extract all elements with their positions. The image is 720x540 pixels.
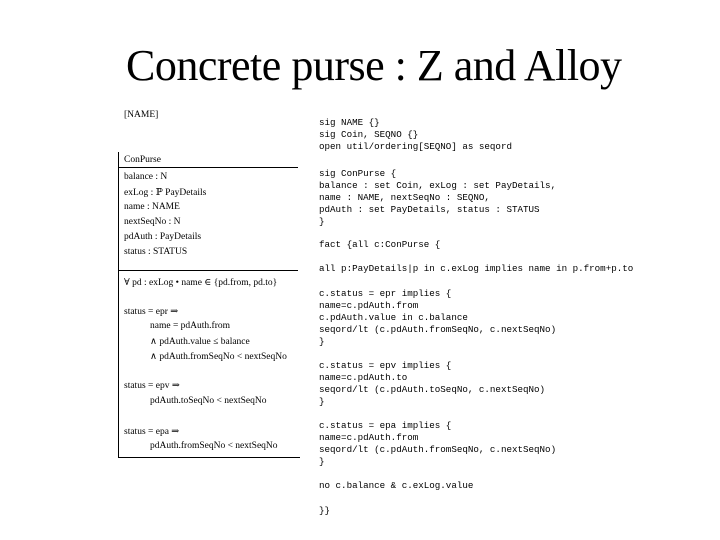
schema-left-border [118, 152, 119, 457]
schema-bottom-rule [118, 457, 300, 458]
decl-status: status : STATUS [124, 247, 188, 257]
alloy-field-balance: balance : set Coin, exLog : set PayDetails, [319, 180, 557, 191]
given-set-declaration: [NAME] [124, 110, 159, 120]
decl-balance: balance : N [124, 172, 168, 182]
alloy-epa-open: c.status = epa implies { [319, 420, 452, 431]
alloy-epv-seqord: seqord/lt (c.pdAuth.toSeqNo, c.nextSeqNo) [319, 384, 546, 395]
predicate-epr-name: name = pdAuth.from [150, 321, 231, 331]
decl-pdauth: pdAuth : PayDetails [124, 232, 202, 242]
predicate-epr: status = epr ⇒ [124, 307, 179, 317]
predicate-epv: status = epv ⇒ [124, 381, 180, 391]
alloy-epv-close: } [319, 396, 325, 407]
alloy-epr-seqord: seqord/lt (c.pdAuth.fromSeqNo, c.nextSeqNo) [319, 324, 557, 335]
alloy-field-name: name : NAME, nextSeqNo : SEQNO, [319, 192, 490, 203]
alloy-field-pdauth: pdAuth : set PayDetails, status : STATUS [319, 204, 540, 215]
alloy-fact-open: fact {all c:ConPurse { [319, 239, 441, 250]
decl-name: name : NAME [124, 202, 180, 212]
alloy-open-ordering: open util/ordering[SEQNO] as seqord [319, 141, 512, 152]
alloy-epv-open: c.status = epv implies { [319, 360, 452, 371]
schema-header-rule [118, 167, 298, 168]
alloy-epr-name: name=c.pdAuth.from [319, 300, 419, 311]
alloy-epa-name: name=c.pdAuth.from [319, 432, 419, 443]
alloy-fact-close: }} [319, 505, 331, 516]
alloy-epr-value: c.pdAuth.value in c.balance [319, 312, 468, 323]
predicate-epr-seqno: ∧ pdAuth.fromSeqNo < nextSeqNo [150, 352, 287, 362]
alloy-sig-coin: sig Coin, SEQNO {} [319, 129, 419, 140]
alloy-epv-name: name=c.pdAuth.to [319, 372, 408, 383]
slide-title: Concrete purse : Z and Alloy [126, 41, 622, 90]
decl-exlog: exLog : ℙ PayDetails [124, 188, 207, 198]
schema-divider [118, 270, 298, 271]
alloy-sig-close: } [319, 216, 325, 227]
predicate-exlog: ∀ pd : exLog • name ∈ {pd.from, pd.to} [124, 278, 278, 288]
alloy-epa-close: } [319, 456, 325, 467]
alloy-exlog-constraint: all p:PayDetails|p in c.exLog implies name in p.from+p.to [319, 263, 634, 274]
predicate-epr-value: ∧ pdAuth.value ≤ balance [150, 337, 250, 347]
predicate-epa: status = epa ⇒ [124, 427, 180, 437]
alloy-sig-name: sig NAME {} [319, 117, 380, 128]
predicate-epv-seqno: pdAuth.toSeqNo < nextSeqNo [150, 396, 267, 406]
alloy-epa-seqord: seqord/lt (c.pdAuth.fromSeqNo, c.nextSeqNo) [319, 444, 557, 455]
alloy-epr-open: c.status = epr implies { [319, 288, 452, 299]
alloy-sig-conpurse: sig ConPurse { [319, 168, 397, 179]
alloy-epr-close: } [319, 336, 325, 347]
alloy-no-balance: no c.balance & c.exLog.value [319, 480, 474, 491]
predicate-epa-seqno: pdAuth.fromSeqNo < nextSeqNo [150, 441, 278, 451]
schema-name: ConPurse [124, 155, 161, 165]
decl-nextseqno: nextSeqNo : N [124, 217, 181, 227]
